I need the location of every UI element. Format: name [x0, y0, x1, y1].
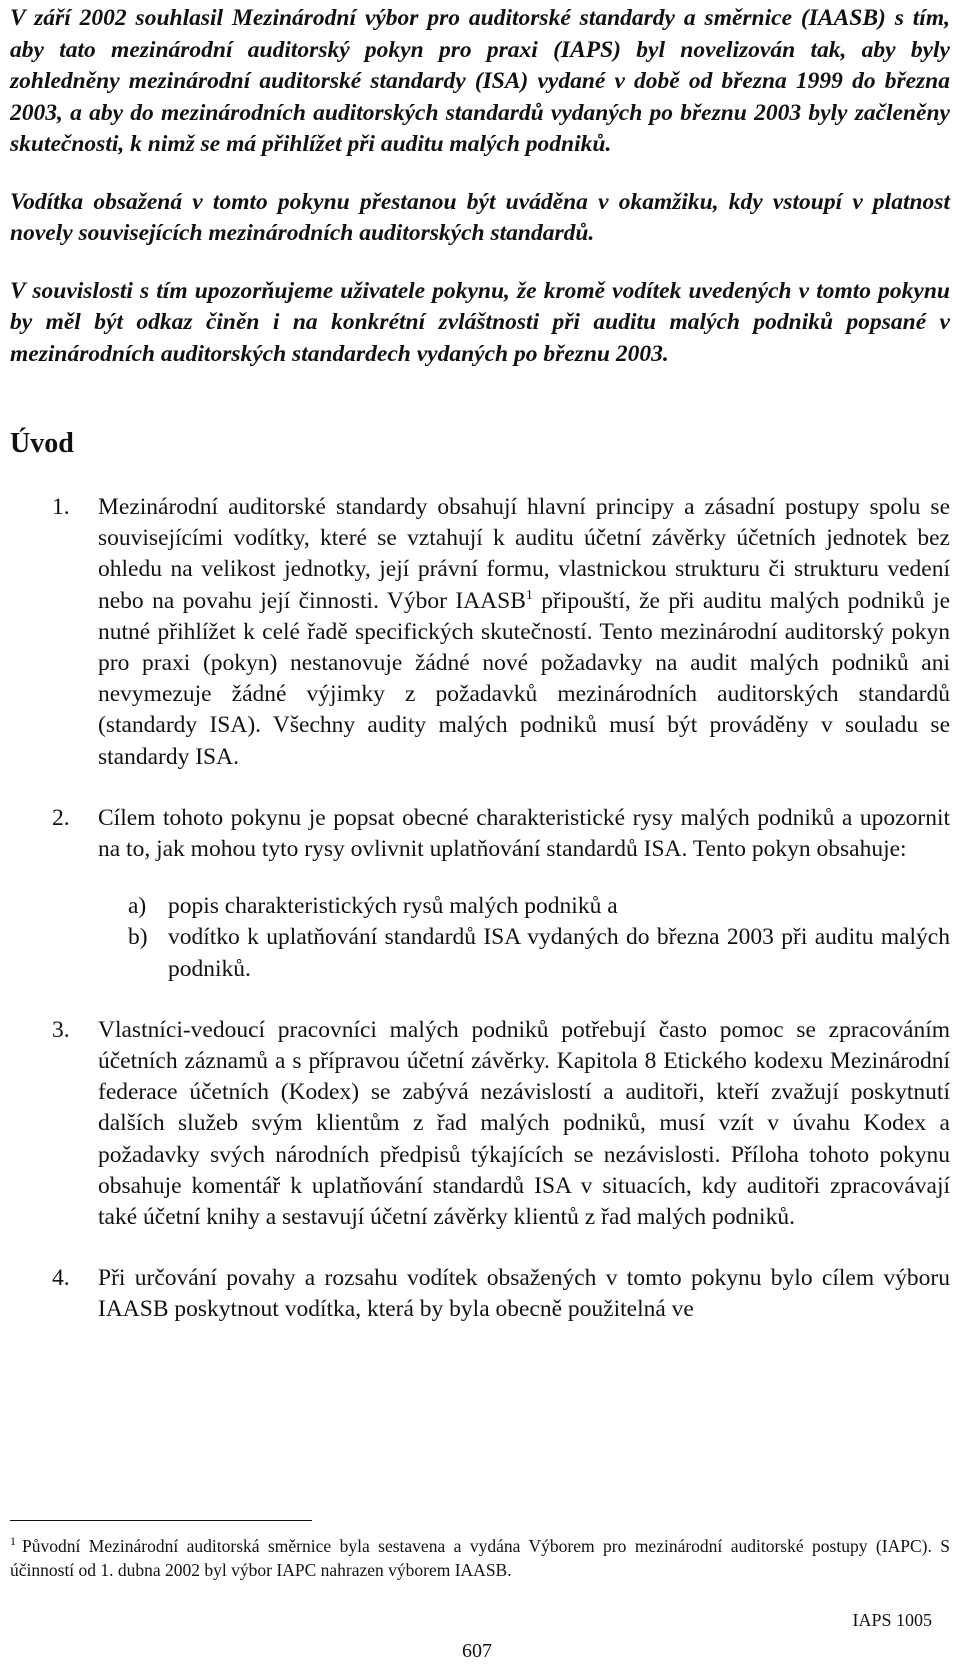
- sub-list-text: popis charakteristických rysů malých podniků a: [168, 893, 618, 920]
- footnote-number: 1: [10, 1534, 16, 1549]
- sub-list: [98, 891, 950, 985]
- paragraph-text: připouští, že při auditu malých podniků je nutné přihlížet k celé řadě specifických skutečností. Tento mezinárodní auditorský pokyn pro praxi (pokyn) nestanovuje žádné nové požadavky na audit malých podniků ani nevymezuje žádné výjimky z požadavků mezinárodních auditorských standardů (standardy ISA). Všechny audity malých podniků musí být prováděny v souladu se standardy ISA.: [98, 587, 950, 770]
- paragraph-number: 4.: [52, 1265, 70, 1292]
- footnote-divider: [10, 1520, 312, 1521]
- intro-paragraph-2: Vodítka obsažená v tomto pokynu přestanou být uváděna v okamžiku, kdy vstoupí v platnost novely souvisejících mezinárodních auditorských standardů.: [10, 188, 950, 246]
- paragraph-text: Při určování povahy a rozsahu vodítek obsažených v tomto pokynu bylo cílem výboru IAASB poskytnout vodítka, která by byla obecně použitelná ve: [98, 1265, 950, 1323]
- sub-list-letter: b): [128, 924, 148, 951]
- paragraph-text: Cílem tohoto pokynu je popsat obecné charakteristické rysy malých podniků a upozornit na to, jak mohou tyto rysy ovlivnit uplatňování standardů ISA. Tento pokyn obsahuje:: [98, 804, 950, 863]
- document-identifier: IAPS 1005: [852, 1610, 932, 1630]
- section-heading: Úvod: [10, 428, 74, 459]
- paragraph-number: 3.: [52, 1016, 70, 1043]
- paragraph-number: 2.: [52, 804, 70, 831]
- numbered-paragraphs: [10, 492, 950, 1326]
- paragraph-text: Vlastníci-vedoucí pracovníci malých podniků potřebují často pomoc se zpracováním účetních záznamů a s přípravou účetní závěrky. Kapitola 8 Etického kodexu Mezinárodní federace účetních (Kodex) se zabývá nezávislostí a auditoři, kteří zvažují poskytnutí dalších služeb svým klientům z řad malých podniků, musí vzít v úvahu Kodex a požadavky svých národních předpisů týkajících se nezávislosti. Příloha tohoto pokynu obsahuje komentář k uplatňování standardů ISA v situacích, kdy auditoři zpracovávají také účetní knihy a sestavují účetní závěrky klientů z řad malých podniků.: [98, 1016, 950, 1231]
- sub-list-text: vodítko k uplatňování standardů ISA vydaných do března 2003 při auditu malých podniků.: [168, 924, 950, 982]
- document-page: [10, 0, 950, 1667]
- paragraph-item-1: [10, 492, 950, 773]
- paragraph-item-3: [10, 1015, 950, 1233]
- paragraph-text: Mezinárodní auditorské standardy obsahují hlavní principy a zásadní postupy spolu se souvisejícími vodítky, které se vztahují k auditu účetní závěrky účetních jednotek bez ohledu na velikost jednotky, její právní formu, vlastnickou strukturu či strukturu vedení nebo na povahu její činnosti. Výbor IAASB: [98, 494, 950, 614]
- sub-list-letter: a): [128, 893, 147, 920]
- page-number: 607: [462, 1640, 492, 1662]
- intro-paragraph-3: V souvislosti s tím upozorňujeme uživatele pokynu, že kromě vodítek uvedených v tomto pokynu by měl být odkaz činěn i na konkrétní zvláštnosti při auditu malých podniků popsané v mezinárodních auditorských standardech vydaných po březnu 2003.: [10, 277, 950, 367]
- paragraph-number: 1.: [52, 494, 70, 520]
- footnote: [10, 1534, 950, 1582]
- paragraph-item-2: [10, 803, 950, 985]
- footnote-reference[interactable]: 1: [525, 587, 533, 603]
- sub-list-item: [96, 922, 950, 984]
- footnote-text: Původní Mezinárodní auditorská směrnice byla sestavena a vydána Výborem pro mezinárodní auditorské postupy (IAPC). S účinností od 1. dubna 2002 byl výbor IAPC nahrazen výborem IAASB.: [10, 1536, 950, 1580]
- paragraph-item-4: [10, 1263, 950, 1325]
- sub-list-item: [96, 891, 950, 922]
- intro-paragraph-1: V září 2002 souhlasil Mezinárodní výbor pro auditorské standardy a směrnice (IAASB) s tím, aby tato mezinárodní auditorský pokyn pro praxi (IAPS) byl novelizován tak, aby byly zohledněny mezinárodní auditorské standardy (ISA) vydané v době od března 1999 do března 2003, a aby do mezinárodních auditorských standardů vydaných po březnu 2003 byly začleněny skutečnosti, k nimž se má přihlížet při auditu malých podniků.: [10, 5, 950, 157]
